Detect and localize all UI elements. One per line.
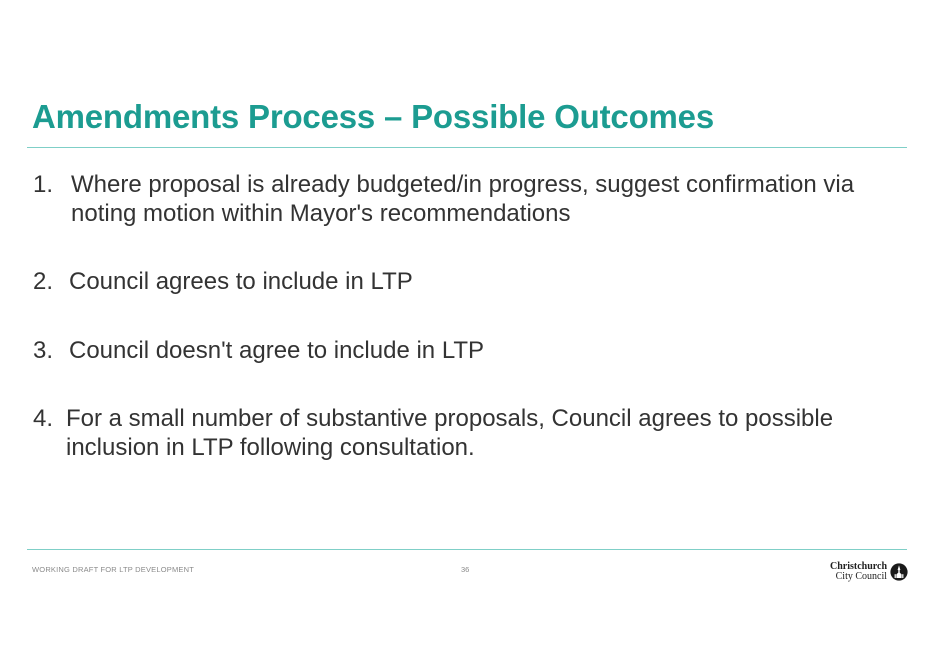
outcome-item-2 <box>33 267 893 296</box>
outcome-number: 1. <box>33 171 54 198</box>
council-logo <box>830 562 908 582</box>
outcome-item-1 <box>33 170 893 228</box>
outcome-text: For a small number of substantive proposals, Council agrees to possible inclusion in LTP following consultation. <box>66 405 834 461</box>
slide-title: Amendments Process – Possible Outcomes <box>32 98 714 135</box>
outcome-number: 4. <box>33 405 54 432</box>
footer-divider <box>27 549 907 550</box>
outcome-number: 3. <box>33 337 54 364</box>
logo-wordmark <box>830 562 887 582</box>
page-number: 36 <box>461 565 470 574</box>
outcome-number: 2. <box>33 268 54 295</box>
title-divider <box>27 147 907 148</box>
outcome-item-3 <box>33 336 893 365</box>
cathedral-logo-icon <box>890 563 908 581</box>
logo-line-2: City Council <box>835 571 888 582</box>
outcome-text: Council agrees to include in LTP <box>69 268 413 295</box>
outcome-item-4 <box>33 404 893 462</box>
outcome-text: Council doesn't agree to include in LTP <box>69 337 485 364</box>
footer-note: WORKING DRAFT FOR LTP DEVELOPMENT <box>32 565 195 574</box>
logo-line-1: Christchurch <box>830 561 888 572</box>
outcome-text: Where proposal is already budgeted/in progress, suggest confirmation via noting motion within Mayor's recommendations <box>71 171 855 227</box>
